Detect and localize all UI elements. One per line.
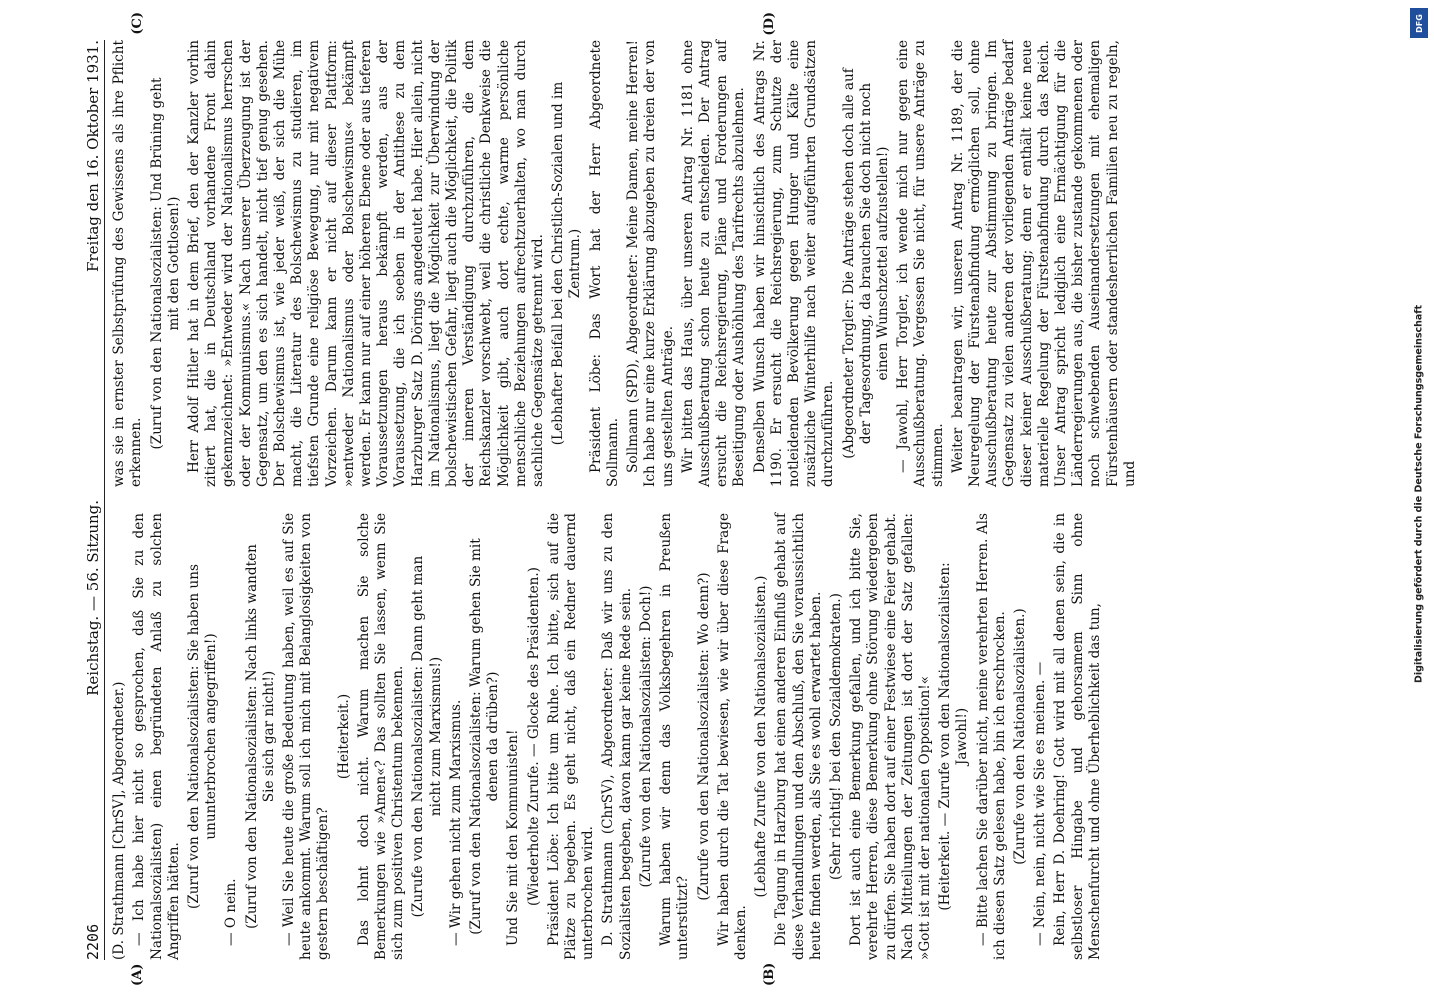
right-column	[111, 40, 1142, 487]
paragraph: Sollmann (SPD), Abgeordneter: Meine Damen, meine Herren! Ich habe nur eine kurze Erklärung abzugeben zu dreien der von uns gestellten Anträge.	[625, 40, 676, 487]
paragraph: (Zurufe von den Nationalsozialisten.)	[1011, 608, 1028, 865]
paragraph: — Jawohl, Herr Torgler, ich wende mich nur gegen eine Ausschußberatung. Vergessen Sie nicht, für unsere Anträge zu stimmen.	[895, 40, 946, 487]
margin-marker-b: (B)	[762, 962, 778, 986]
paragraph: (Zurufe von den Nationalsozialisten: Wo denn?)	[695, 572, 712, 901]
margin-marker-c: (C)	[130, 12, 146, 35]
paragraph: (Zurufe von den Nationalsozialisten: Dann geht man nicht zum Marxismus!)	[410, 555, 444, 918]
paragraph: (Sehr richtig! bei den Sozialdemokraten.)	[827, 593, 844, 880]
paragraph: Wir haben durch die Tat bewiesen, wie wir über diese Frage denken.	[715, 513, 749, 960]
document-page	[84, 12, 1345, 986]
paragraph: (Lebhafter Beifall bei den Christlich-Sozialen und im Zentrum.)	[550, 81, 584, 446]
paragraph: Präsident Löbe: Ich bitte um Ruhe. Ich bitte, sich auf die Plätze zu begeben. Es geht nicht, daß ein Redner dauernd unterbrochen wird.	[545, 513, 597, 960]
page-header	[85, 40, 105, 960]
paragraph: Warum haben wir denn das Volksbegehren in Preußen unterstützt?	[658, 513, 692, 960]
paragraph: (Abgeordneter Torgler: Die Anträge stehen doch alle auf der Tagesordnung, da brauchen Sie doch nicht noch einen Wunschzettel aufzustellen!)	[840, 68, 891, 459]
paragraph: (Zuruf von den Nationalsozialisten: Nach links wandten Sie sich gar nicht!)	[243, 544, 277, 929]
header-session: Reichstag. — 56. Sitzung.	[84, 499, 102, 696]
paragraph: D. Strathmann (ChrSV), Abgeordneter: Daß wir uns zu den Sozialisten begeben, davon kann gar keine Rede sein.	[600, 513, 634, 960]
paragraph: — Bitte lachen Sie darüber nicht, meine verehrten Herren. Als ich diesen Satz gelesen habe, bin ich erschrocken.	[974, 513, 1008, 960]
paragraph: — Nein, nein, nicht wie Sie es meinen. —	[1032, 661, 1049, 946]
paragraph: — Weil Sie heute die große Bedeutung haben, weil es auf Sie heute ankommt. Warum soll ich mich mit Belanglosigkeiten von gestern beschäftigen?	[281, 513, 332, 960]
paragraph: (Zuruf von den Nationalsozialisten: Warum gehen Sie mit denen da drüben?)	[468, 538, 502, 935]
paragraph: (Wiederholte Zurufe. — Glocke des Präsidenten.)	[525, 567, 542, 906]
paragraph: (Zuruf von den Nationalsozialisten: Sie haben uns ununterbrochen angegriffen!)	[186, 564, 220, 909]
text-columns	[111, 12, 1142, 986]
header-date: Freitag den 16. Oktober 1931.	[84, 40, 102, 272]
paragraph: — O nein.	[223, 878, 240, 946]
paragraph: Weiter beantragen wir, unseren Antrag Nr. 1189, der die Neuregelung der Fürstenabfindung ermöglichen soll, ohne Ausschußberatung heute zur Abstimmung zu bringen. Im Gegensatz zu vielen anderen der vorliegenden Anträge bedarf dieser keiner Ausschußberatung; denn er enthält keine neue materielle Regelung der Fürstenabfindung durch das Reich. Unser Antrag spricht lediglich eine Ermächtigung für die Länderregierungen aus, die bisher zustande gekommenen oder noch schwebenden Auseinandersetzungen mit ehemaligen Fürstenhäusern oder standesherrlichen Familien neu zu regeln, und	[949, 40, 1138, 487]
paragraph: Die Tagung in Harzburg hat einen anderen Einfluß gehabt auf diese Verhandlungen und den Abschluß, den Sie voraussichtlich heute finden werden, als Sie es wohl erwartet haben.	[773, 513, 824, 960]
paragraph: Dort ist auch eine Bemerkung gefallen, und ich bitte Sie, verehrte Herren, diese Bemerkung ohne Störung wiedergeben zu dürfen. Sie haben dort auf einer Festwiese eine Feier gehabt. Nach Mitteilungen der Zeitungen ist dort der Satz gefallen: »Gott ist mit der nationalen Opposition!«	[848, 513, 933, 960]
paragraph: (Heiterkeit.)	[335, 693, 352, 780]
margin-marker-d: (D)	[762, 12, 778, 36]
paragraph: Denselben Wunsch haben wir hinsichtlich des Antrags Nr. 1190. Er ersucht die Reichsregierung, zum Schutze der notleidenden Bevölkerung gegen Hunger und Kälte eine zusätzliche Winterhilfe nach weiter aufgeführten Grundsätzen durchzuführen.	[751, 40, 837, 487]
digitization-note: Digitalisierung gefördert durch die Deutsche Forschungsgemeinschaft	[1413, 305, 1425, 683]
paragraph: (Zurufe von den Nationalsozialisten: Doch!)	[637, 585, 654, 888]
paragraph: Und Sie mit den Kommunisten!	[505, 729, 522, 946]
paragraph: (Heiterkeit. — Zurufe von den Nationalsozialisten: Jawohl!)	[937, 562, 971, 911]
margin-marker-a: (A)	[130, 963, 146, 986]
dfg-logo: DFG	[1410, 8, 1428, 38]
paragraph: Präsident Löbe: Das Wort hat der Herr Abgeordnete Sollmann.	[587, 40, 621, 487]
paragraph: Das lohnt doch nicht. Warum machen Sie solche Bemerkungen wie »Amen«? Das sollten Sie lassen, wenn Sie sich zum positiven Christentum bekennen.	[355, 513, 407, 960]
paragraph: Wir bitten das Haus, über unseren Antrag Nr. 1181 ohne Ausschußberatung schon heute zu entscheiden. Der Antrag ersucht die Reichsregierung, Pläne und Forderungen auf Beseitigung oder Aushöhlung des Tarifrechts abzulehnen.	[679, 40, 748, 487]
paragraph: (Zuruf von den Nationalsozialisten: Und Brüning geht mit den Gottlosen!)	[148, 77, 182, 450]
left-column	[111, 513, 1142, 960]
paragraph: Rein, Herr D. Doehring! Gott wird mit all denen sein, die in selbstloser Hingabe und gehorsamem Sinn ohne Menschenfurcht und ohne Überheblichkeit das tun,	[1052, 513, 1103, 960]
paragraph: — Ich habe hier nicht so gesprochen, daß Sie zu den Nationalsozialisten) einen begründeten Anlaß zu solchen Angriffen hätten.	[131, 513, 182, 960]
page-number: 2206	[84, 923, 102, 960]
paragraph: was sie in ernster Selbstprüfung des Gewissens als ihre Pflicht erkennen.	[111, 40, 145, 487]
paragraph: Herr Adolf Hitler hat in dem Brief, den der Kanzler vorhin zitiert hat, die in Deutschland vorhandene Front dahin gekennzeichnet: »Entweder wird der Nationalismus herrschen oder der Kommunismus.« Nach unserer Überzeugung ist der Gegensatz, um den es sich handelt, nicht tief genug gesehen. Der Bolschewismus ist, wie jeder weiß, der sich die Mühe macht, die Literatur des Bolschewismus zu studieren, im tiefsten Grunde eine religiöse Bewegung, nur mit negativem Vorzeichen. Darum kann er nicht auf dieser Plattform: »entweder Nationalismus oder Bolschewismus« bekämpft werden. Er kann nur auf einer höheren Ebene oder aus tieferen Voraussetzungen heraus bekämpft werden, aus der Voraussetzung, die ich soeben in der Antithese zu dem Harzburger Satz D. Dörings angedeutet habe. Hier allein, nicht im Nationalismus, liegt die Möglichkeit zur Überwindung der bolschewistischen Gefahr, liegt auch die Möglichkeit, die Politik der inneren Verständigung durchzuführen, die dem Reichskanzler vorschwebt, weil die christliche Denkweise die Möglichkeit gibt, auch dort echte, warme persönliche menschliche Beziehungen aufrechtzuerhalten, wo man durch sachliche Gegensätze getrennt wird.	[186, 40, 547, 487]
paragraph: (Lebhafte Zurufe von den Nationalsozialisten.)	[753, 575, 770, 898]
paragraph: (D. Strathmann [ChrSV], Abgeordneter.)	[111, 681, 128, 960]
paragraph: — Wir gehen nicht zum Marxismus.	[447, 699, 464, 946]
